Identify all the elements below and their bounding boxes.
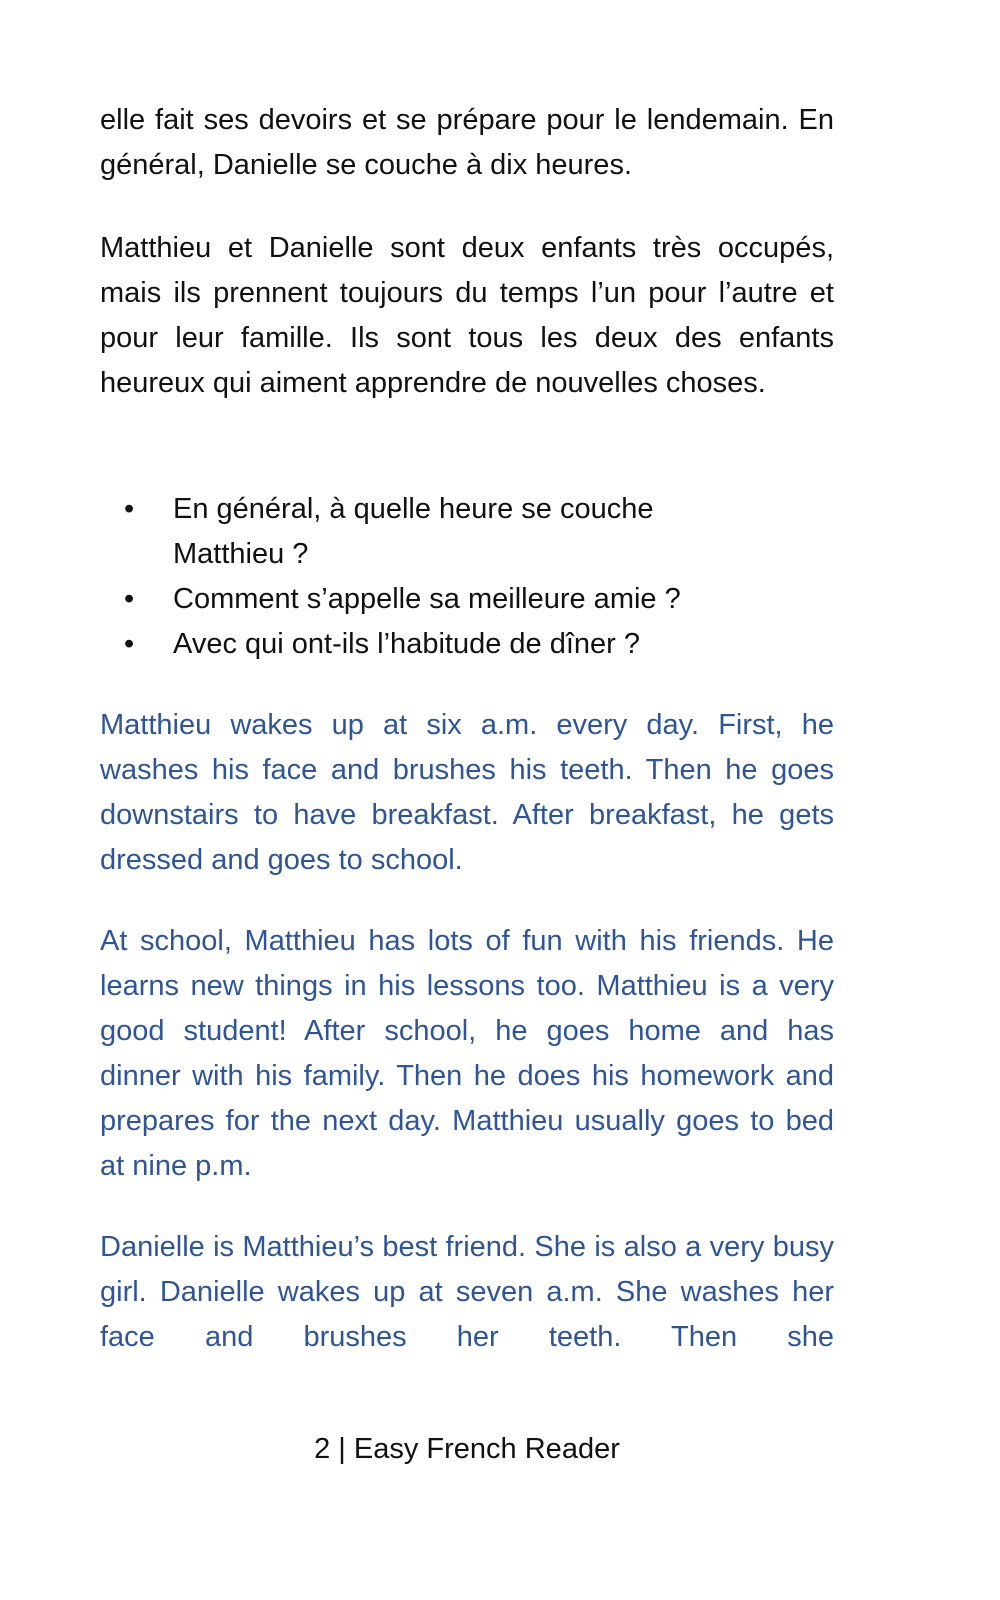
french-paragraph: elle fait ses devoirs et se prépare pour le lendemain. En général, Danielle se couche à dix heures. [100,104,834,181]
question-item: • Avec qui ont-ils l’habitude de dîner ? [100,622,733,667]
english-paragraph: Matthieu wakes up at six a.m. every day. First, he washes his face and brushes his teeth. Then he goes downstairs to have breakfast. After breakfast, he gets dressed and goes to school. [100,709,834,876]
page-footer: 2 | Easy French Reader [314,1433,620,1465]
question-list [100,487,834,667]
question-item: • Comment s’appelle sa meilleure amie ? [100,577,733,622]
english-paragraph: Danielle is Matthieu’s best friend. She is also a very busy girl. Danielle wakes up at seven a.m. She washes her face and brushes her teeth. Then she [100,1231,834,1353]
question-item: • En général, à quelle heure se couche Matthieu ? [100,487,733,577]
english-paragraph: At school, Matthieu has lots of fun with his friends. He learns new things in his lessons too. Matthieu is a very good student! After school, he goes home and has dinner with his family. Then he does his homework and prepares for the next day. Matthieu usually goes to bed at nine p.m. [100,925,834,1182]
french-paragraph: Matthieu et Danielle sont deux enfants très occupés, mais ils prennent toujours du temps l’un pour l’autre et pour leur famille. Ils sont tous les deux des enfants heureux qui aiment apprendre de nouvelles choses. [100,232,834,399]
